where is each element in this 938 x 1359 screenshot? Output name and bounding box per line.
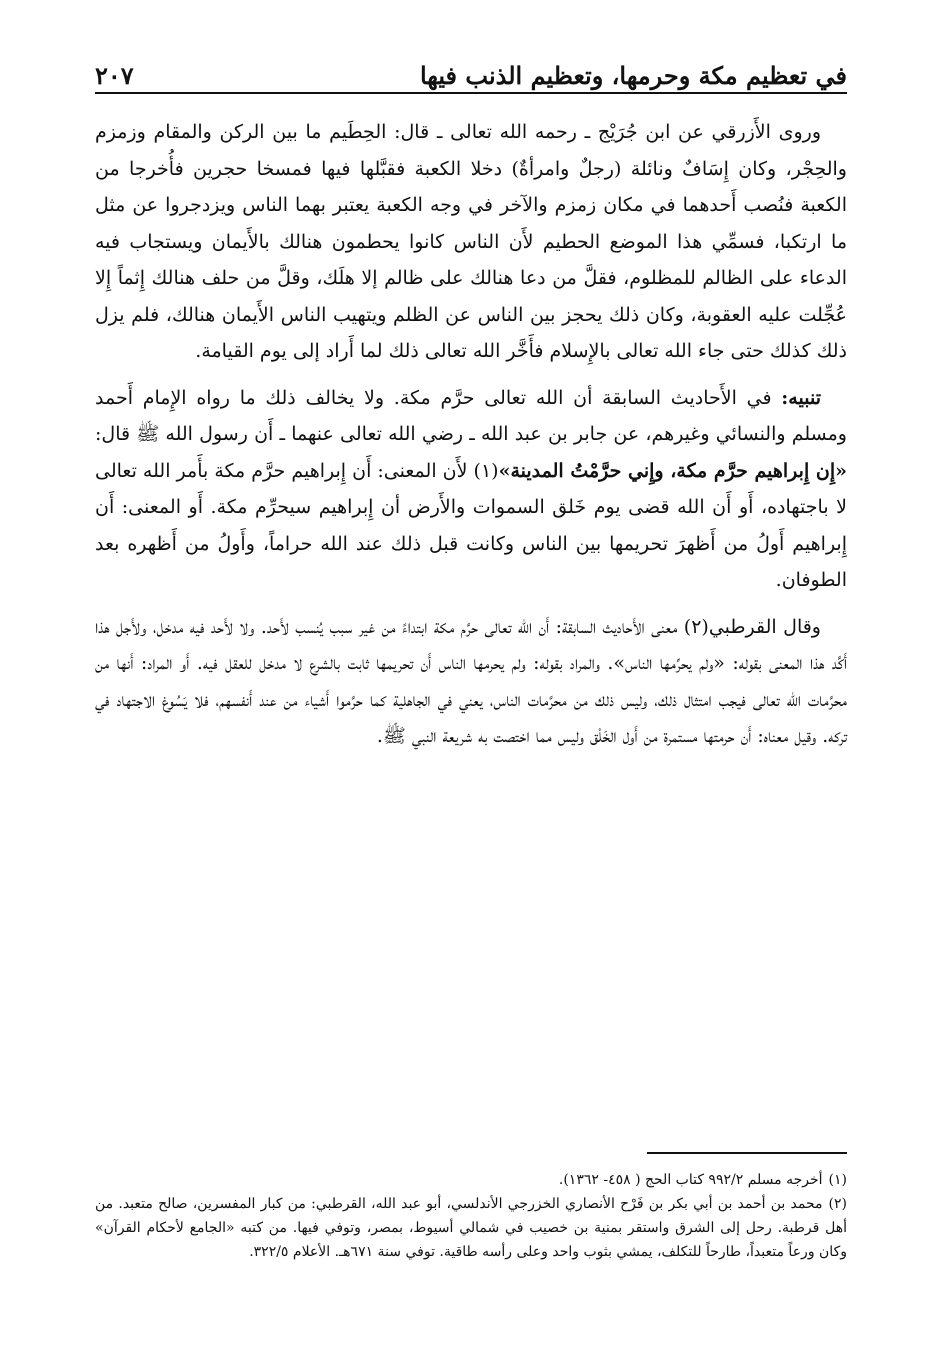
footnote-number: (٢) bbox=[828, 1196, 847, 1212]
paragraph-azraqi: وروى الأَزرقي عن ابن جُرَيْج ـ رحمه الله تعالى ـ قال: الحِطَيم ما بين الركن والمقام وزمزم والحِجْر، وكان إِسَافٌ ونائلة (رجلٌ وامرأةٌ) دخلا الكعبة فقبَّلها فيها فمسخا حجرين فأُخرجا من الكعبة فنُصب أَحدهما في مكان زمزم والآخر في وجه الكعبة يعتبر بهما الناس ويزدجروا عن مثل ما ارتكبا، فسمِّي هذا الموضع الحطيم لأَن الناس كانوا يحطمون هنالك بالأَيمان ويستجاب فيه الدعاء على الظالم للمظلوم، فقلَّ من دعا هنالك على ظالم إلا هلَك، وقلَّ من حلف هنالك إِثماً إِلا عُجِّلت عليه العقوبة، وكان ذلك يحجز بين الناس عن الظلم ويتهيب الناس الأَيمان هنالك، فلم يزل ذلك كذلك حتى جاء الله تعالى بالإِسلام فأَخَّر الله تعالى ذلك لما أَراد إلى يوم القيامة. bbox=[95, 121, 847, 362]
footnote-rule bbox=[647, 1152, 847, 1154]
tanbih-label: تنبيه: bbox=[781, 386, 821, 409]
footnote-text: محمد بن أحمد بن أبي بكر بن فَرْح الأنصاري الخزرجي الأندلسي، أبو عبد الله، القرطبي: من كبار المفسرين، صالح متعبد. من أهل قرطبة. رحل إلى الشرق واستقر بمنية بن خصيب في شمالي أسيوط، بمصر، وتوفي فيها. من كتبه «الجامع لأحكام القرآن» وكان ورعاً متعبداً، طارحاً للتكلف، يمشي بثوب واحد وعلى رأسه طاقية. توفي سنة ٦٧١هـ. الأعلام ٣٢٢/٥. bbox=[95, 1196, 847, 1260]
running-title: في تعظيم مكة وحرمها، وتعظيم الذنب فيها bbox=[419, 61, 847, 90]
tanbih-text-b: (١) لأَن المعنى: أَن إِبراهيم حرَّم مكة بأَمر الله تعالى لا باجتهاده، أَو أَن الله قضى يوم خَلق السموات والأَرض أن إِبراهيم سيحرِّم مكة. أَو المعنى: أَن إِبراهيم أَولُ من أَظهرَ تحريمها بين الناس وكانت قبل ذلك عند الله حراماً، وأَولُ من أَظهره بعد الطوفان. bbox=[95, 459, 847, 591]
body-text bbox=[95, 114, 847, 755]
footnote-1 bbox=[95, 1168, 847, 1192]
footnotes bbox=[95, 1152, 847, 1264]
page-number: ٢٠٧ bbox=[95, 61, 134, 90]
page-header bbox=[95, 52, 847, 94]
paragraph-tanbih bbox=[95, 380, 847, 599]
footnote-number: (١) bbox=[828, 1172, 847, 1188]
footnote-text: أخرجه مسلم ٩٩٢/٢ كتاب الحج ( ٤٥٨- ١٣٦٢). bbox=[558, 1172, 823, 1188]
page bbox=[95, 52, 847, 765]
tanbih-text-a: في الأَحاديث السابقة أن الله تعالى حرَّم مكة. ولا يخالف ذلك ما رواه الإِمام أَحمد ومسلم والنسائي وغيرهم، عن جابر بن عبد الله ـ رضي الله تعالى عنهما ـ أَن رسول الله ﷺ قال: bbox=[95, 386, 847, 445]
paragraph-qurtubi: وقال القرطبي(٢) معنى الأَحاديث السابقة: أَن الله تعالى حرَّم مكة ابتداءً من غير سبب يُنسب لأَحد. ولا لأَحد فيه مدخل، ولأَجل هذا أَكَّد هذا المعنى بقوله: «ولم يحرِّمها الناس». والمراد بقوله: ولم يحرمها الناس أَن تحريمها ثابت بالشرع لا مدخل للعقل فيه. أَو المراد: أَنها من محرَّمات الله تعالى فيجب امتثال ذلك، وليس ذلك من محرَّمات الناس، يعني في الجاهلية كما حرَّموا أَشياء من عند أَنفسهم، فلا يَسُوغ الاجتهاد في تركه. وقيل معناه: أَن حرمتها مستمرة من أَول الخَلْق وليس مما اختصت به شريعة النبي ﷺ. bbox=[95, 615, 847, 747]
footnote-2 bbox=[95, 1192, 847, 1264]
hadith-quote: «إِن إِبراهيم حرَّم مكة، وإِني حرَّمْتُ المدينة» bbox=[498, 459, 847, 482]
